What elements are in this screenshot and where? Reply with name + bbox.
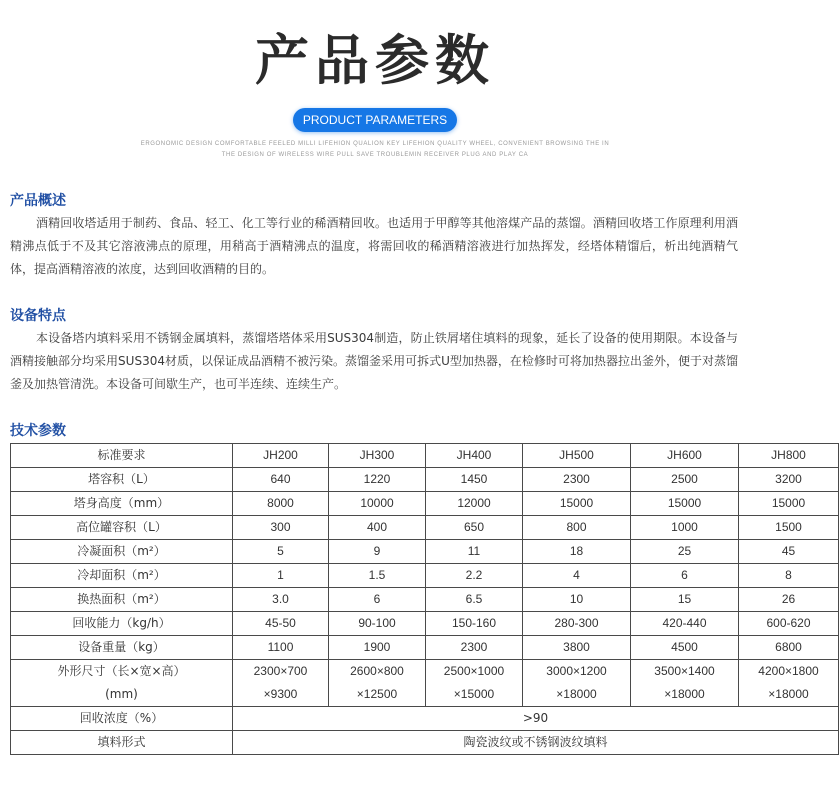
value-cell: 1 [233,564,329,588]
row-label-cell: 换热面积（m²） [11,588,233,612]
merged-value-cell: >90 [233,707,839,731]
value-cell [523,660,631,707]
size-value-line-1: 2600×800 [350,664,404,678]
value-cell: 2500 [631,468,739,492]
row-label-cell: 高位罐容积（L） [11,516,233,540]
size-label-line-1: 外形尺寸（长×宽×高） [57,664,186,678]
size-value-line-1: 3000×1200 [546,664,607,678]
overview-heading: 产品概述 [10,193,66,209]
table-row-packing [11,731,839,755]
product-parameters-badge: PRODUCT PARAMETERS [293,108,457,132]
value-cell: 11 [426,540,523,564]
size-value-line-2: ×12500 [356,687,398,701]
table-row [11,612,839,636]
value-cell: 1.5 [329,564,426,588]
value-cell: 15 [631,588,739,612]
value-cell [329,660,426,707]
value-cell: 2300 [426,636,523,660]
value-cell: 18 [523,540,631,564]
value-cell: 8000 [233,492,329,516]
value-cell: 650 [426,516,523,540]
value-cell: 8 [739,564,839,588]
value-cell: 3.0 [233,588,329,612]
tagline [0,139,750,161]
table-row [11,540,839,564]
table-row-concentration [11,707,839,731]
table-row [11,516,839,540]
value-cell: 6 [329,588,426,612]
value-cell: 2300 [523,468,631,492]
value-cell: 4500 [631,636,739,660]
features-text: 本设备塔内填料采用不锈钢金属填料，蒸馏塔塔体采用SUS304制造，防止铁屑堵住填料的现象，延长了设备的使用期限。本设备与酒精接触部分均采用SUS304材质，以保证成品酒精不被污染。蒸馏釜采用可拆式U型加热器，在检修时可将加热器拉出釜外，便于对蒸馏釜及加热管清洗。本设备可间歇生产，也可半连续、连续生产。 [10,331,738,391]
table-row [11,564,839,588]
value-cell: 90-100 [329,612,426,636]
value-cell: 1220 [329,468,426,492]
tagline-line-1: ERGONOMIC DESIGN COMFORTABLE FEELED MILLI LIFEHION QUALION KEY LIFEHION QUALITY WHEEL, CONVENIENT BROWSING THE IN [140,141,610,147]
table-row [11,492,839,516]
value-cell: 12000 [426,492,523,516]
size-value-line-1: 2300×700 [253,664,308,678]
row-label-cell: 回收能力（kg/h） [11,612,233,636]
size-value-line-1: 4200×1800 [758,664,819,678]
value-cell: 280-300 [523,612,631,636]
value-cell: 800 [523,516,631,540]
value-cell: 1450 [426,468,523,492]
size-value-line-1: 2500×1000 [443,664,505,678]
value-cell: 420-440 [631,612,739,636]
value-cell: 1900 [329,636,426,660]
size-value-line-2: ×15000 [453,687,495,701]
value-cell: 640 [233,468,329,492]
model-cell: JH200 [233,444,329,468]
value-cell [739,660,839,707]
value-cell: 1100 [233,636,329,660]
row-label-cell: 填料形式 [11,731,233,755]
table-row [11,636,839,660]
value-cell: 1500 [739,516,839,540]
specs-heading: 技术参数 [10,423,66,439]
table-row [11,468,839,492]
size-value-line-2: ×9300 [263,687,298,701]
value-cell: 2.2 [426,564,523,588]
value-cell [631,660,739,707]
size-value-line-2: ×18000 [556,687,597,701]
table-header-row [11,444,839,468]
spec-table [10,443,839,755]
model-cell: JH600 [631,444,739,468]
value-cell: 150-160 [426,612,523,636]
row-label-cell: 冷凝面积（m²） [11,540,233,564]
value-cell: 15000 [523,492,631,516]
value-cell: 10 [523,588,631,612]
model-cell: JH500 [523,444,631,468]
value-cell: 5 [233,540,329,564]
size-value-line-2: ×18000 [664,687,705,701]
row-label-cell: 回收浓度（%） [11,707,233,731]
value-cell: 15000 [631,492,739,516]
value-cell: 1000 [631,516,739,540]
model-cell: JH800 [739,444,839,468]
value-cell: 45-50 [233,612,329,636]
row-label-cell [11,660,233,707]
tagline-line-2: THE DESIGN OF WIRELESS WIRE PULL SAVE TROUBLEMIN RECEIVER PLUG AND PLAY CA [221,152,529,158]
value-cell [426,660,523,707]
table-row-size [11,660,839,707]
table-row [11,588,839,612]
value-cell: 45 [739,540,839,564]
value-cell: 10000 [329,492,426,516]
page-title: 产品参数 [255,29,495,92]
value-cell: 25 [631,540,739,564]
row-label-cell: 塔身高度（mm） [11,492,233,516]
value-cell: 4 [523,564,631,588]
value-cell: 15000 [739,492,839,516]
spec-table-body [11,444,839,755]
value-cell: 6.5 [426,588,523,612]
overview-text: 酒精回收塔适用于制药、食品、轻工、化工等行业的稀酒精回收。也适用于甲醇等其他溶煤产品的蒸馏。酒精回收塔工作原理利用酒精沸点低于不及其它溶液沸点的原理，用稍高于酒精沸点的温度，将需回收的稀酒精溶液进行加热挥发，经塔体精馏后，析出纯酒精气体，提高酒精溶液的浓度，达到回收酒精的目的。 [10,216,738,276]
value-cell: 3200 [739,468,839,492]
value-cell: 600-620 [739,612,839,636]
row-label-cell: 塔容积（L） [11,468,233,492]
row-label-cell: 冷却面积（m²） [11,564,233,588]
row-label-cell: 设备重量（kg） [11,636,233,660]
value-cell [233,660,329,707]
value-cell: 26 [739,588,839,612]
size-value-line-1: 3500×1400 [654,664,715,678]
value-cell: 3800 [523,636,631,660]
size-value-line-2: ×18000 [768,687,809,701]
model-cell: JH400 [426,444,523,468]
features-heading: 设备特点 [10,308,66,324]
header-label-cell: 标准要求 [11,444,233,468]
value-cell: 9 [329,540,426,564]
merged-value-cell: 陶瓷波纹或不锈钢波纹填料 [233,731,839,755]
value-cell: 300 [233,516,329,540]
size-label-line-2: (mm) [105,687,138,701]
model-cell: JH300 [329,444,426,468]
value-cell: 6800 [739,636,839,660]
value-cell: 6 [631,564,739,588]
value-cell: 400 [329,516,426,540]
